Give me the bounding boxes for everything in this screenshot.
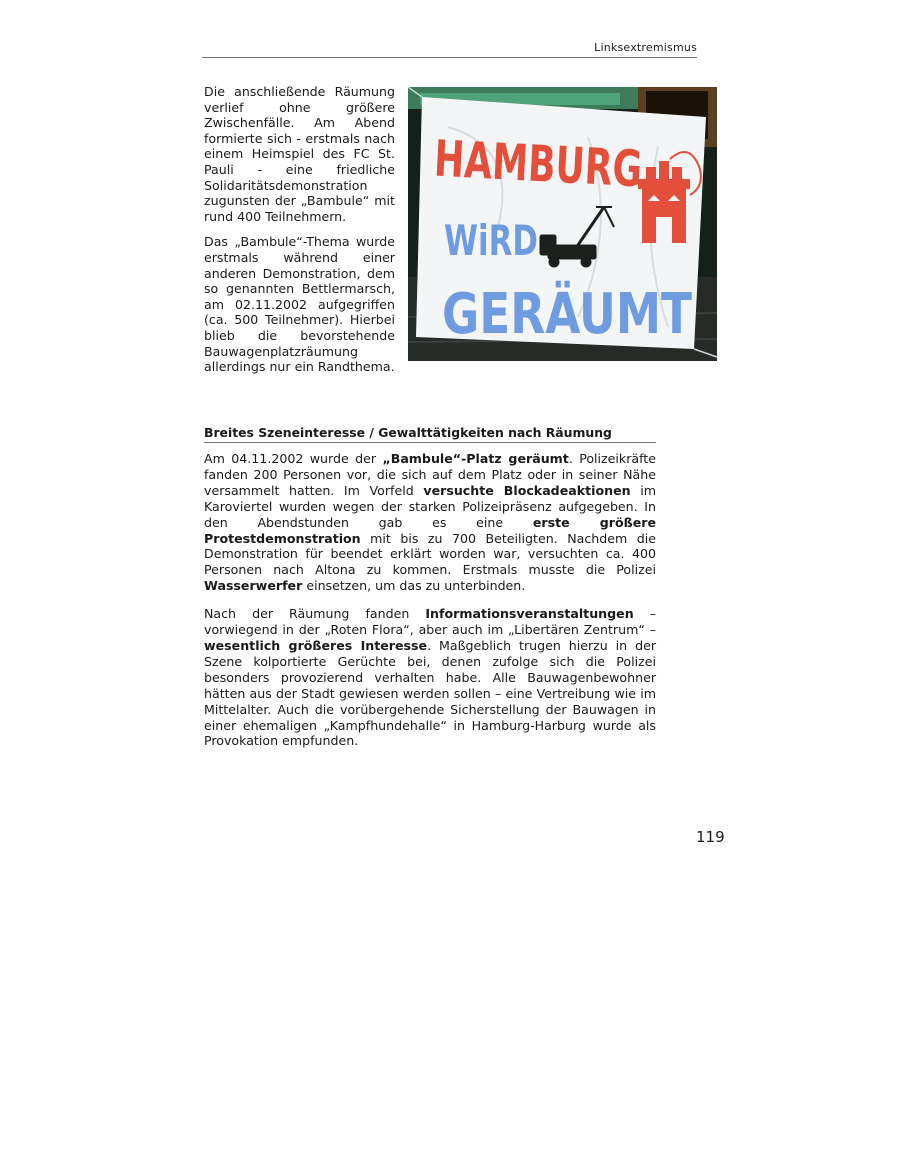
- text-span: . Maßgeblich trugen hierzu in der Szene kolportierte Gerüchte bei, denen zufolge sich die Polizei besonders provozierend verhalten habe. Alle Bauwagenbewohner hätten aus der Stadt gewiesen werden sollen – eine Vertreibung wie im Mittelalter. Auch die vorübergehende Sicherstellung der Bauwagen in einer ehemaligen „Kampfhundehalle“ in Hamburg-Harburg wurde als Provokation empfunden.: [204, 637, 656, 749]
- bold-term-protestdemonstration: erste größere Protestdemonstration: [204, 514, 656, 546]
- text-span: mit bis zu 700 Beteiligten. Nachdem die Demonstration für beendet erklärt worden war, versuchten ca. 400 Personen nach Altona zu kommen. Erstmals musste die Polizei: [204, 530, 656, 578]
- bold-term-wasserwerfer: Wasserwerfer: [204, 578, 303, 594]
- text-span: Nach der Räumung fanden: [204, 606, 426, 622]
- bold-term-informationsveranstaltungen: Informationsveranstaltungen: [425, 606, 634, 622]
- banner-text-line2: WiRD: [444, 216, 538, 265]
- running-head: Linksextremismus: [594, 41, 697, 54]
- header-rule: [202, 57, 697, 58]
- intro-paragraph-1: Die anschließende Räumung verlief ohne größere Zwischenfälle. Am Abend formierte sich - erstmals nach einem Heimspiel des FC St. Pauli - eine friedliche Solidaritätsdemonstration zugunsten der „Bambule“ mit rund 400 Teilnehmern.: [204, 84, 395, 224]
- text-span: – vorwiegend in der „Roten Flora“, aber auch im „Libertären Zentrum“ –: [204, 606, 656, 638]
- body-paragraph-2: [204, 606, 656, 749]
- body-paragraph-1: [204, 451, 656, 594]
- section-body: [204, 451, 656, 761]
- text-span: einsetzen, um das zu unterbinden.: [302, 578, 526, 594]
- bold-term-blockadeaktionen: versuchte Blockadeaktionen: [423, 482, 631, 498]
- text-span: im Karoviertel wurden wegen der starken Polizeipräsenz aufgegeben. In den Abendstunden gab es eine: [204, 482, 656, 530]
- text-span: . Polizeikräfte fanden 200 Personen vor, die sich auf dem Platz oder in seiner Nähe versammelt hatten. Im Vorfeld: [204, 451, 656, 498]
- banner-text-line1: HAMBURG: [432, 129, 724, 203]
- text-span: Am 04.11.2002 wurde der: [204, 451, 383, 466]
- bold-term-bambule-platz: „Bambule“-Platz geräumt: [382, 451, 569, 466]
- banner-photo: [408, 87, 724, 361]
- bold-term-interesse: wesentlich größeres Interesse: [204, 637, 428, 653]
- intro-column: [204, 84, 395, 385]
- section-heading: Breites Szeneinteresse / Gewalttätigkeiten nach Räumung: [204, 425, 656, 443]
- page-number: 119: [696, 828, 725, 846]
- intro-paragraph-2: Das „Bambule“-Thema wurde erstmals während einer anderen Demonstration, dem so genannten Bettlermarsch, am 02.11.2002 aufgegriffen (ca. 500 Teilnehmer). Hierbei blieb die bevorstehende Bauwagenplatzräumung allerdings nur ein Randthema.: [204, 234, 395, 375]
- banner-text-line3: GERÄUMT: [442, 282, 692, 347]
